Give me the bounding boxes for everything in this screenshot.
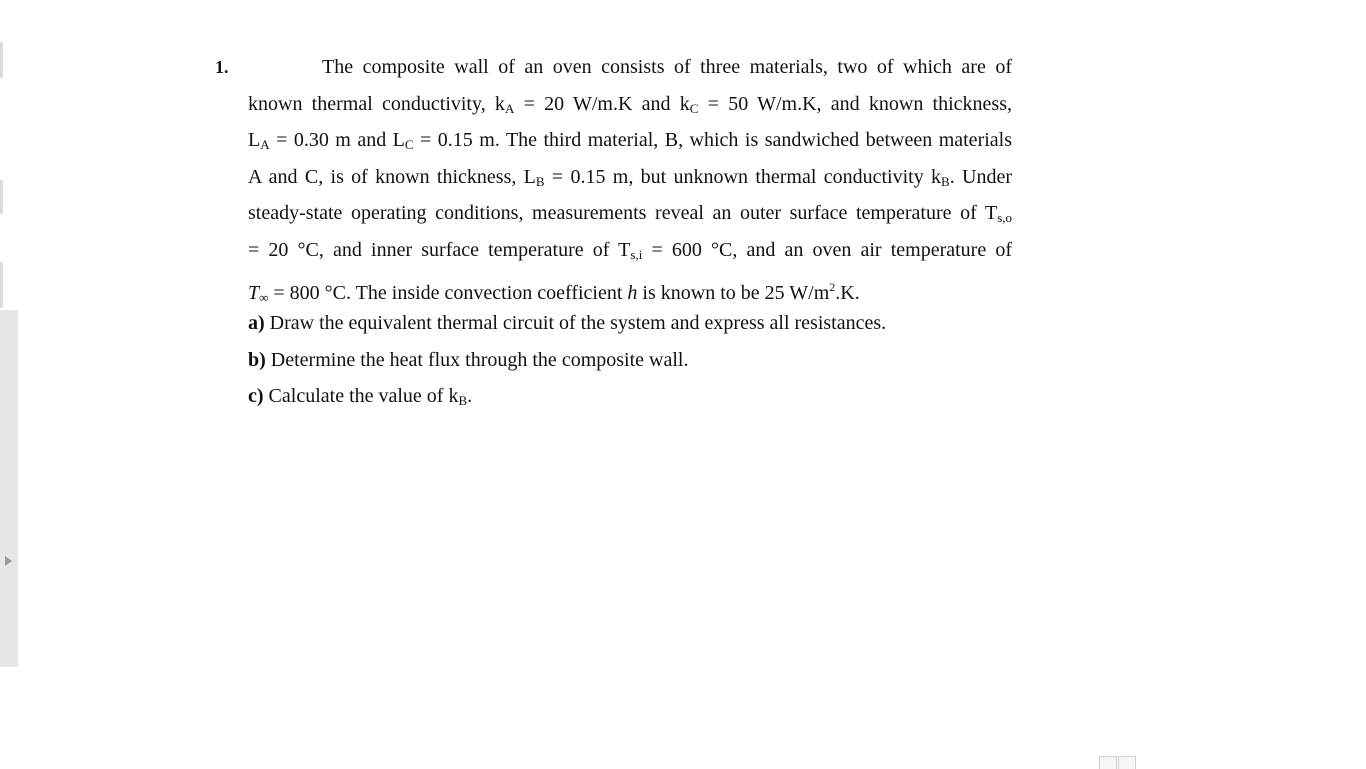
question-text (248, 49, 1012, 415)
paragraph-line: steady-state operating conditions, measurements reveal an outer surface temperature of $T_{s,o}$ (248, 202, 1012, 226)
paragraph-line: The composite wall of an oven consists of three materials, two of which are of (322, 56, 1012, 78)
part-a: a) Draw the equivalent thermal circuit of the system and express all resistances. (248, 312, 887, 335)
paragraph-line: A and C, is of known thickness, $L_B = 0.15$ m, but unknown thermal conductivity $k_B$. Under (248, 165, 1013, 189)
part-b: b) Determine the heat flux through the composite wall. (248, 348, 689, 371)
paragraph-line: known thermal conductivity, $k_A = 20$ W/m.K and $k_C = 50$ W/m.K, and known thickness, (248, 92, 1012, 116)
paragraph-line: $T_\infty = 800$ °C. The inside convection coefficient h is known to be 25 $W/m^2.K$. (248, 279, 860, 305)
left-margin-mark (0, 42, 3, 78)
paragraph-line: $L_A = 0.30$ m and $L_C = 0.15$ m. The third material, B, which is sandwiched between materials (248, 129, 1012, 153)
bottom-toolbar-button[interactable] (1099, 756, 1117, 769)
side-panel-strip (0, 310, 18, 667)
part-c: c) Calculate the value of $k_B$. (248, 385, 473, 409)
left-margin-mark (0, 262, 3, 308)
paragraph-line: = 20 °C, and inner surface temperature of $T_{s,i} = 600$ °C, and an oven air temperature of (248, 238, 1012, 262)
bottom-toolbar-button[interactable] (1118, 756, 1136, 769)
left-margin-mark (0, 180, 3, 214)
question-number: 1. (215, 57, 229, 77)
expand-arrow-icon[interactable] (5, 556, 12, 566)
